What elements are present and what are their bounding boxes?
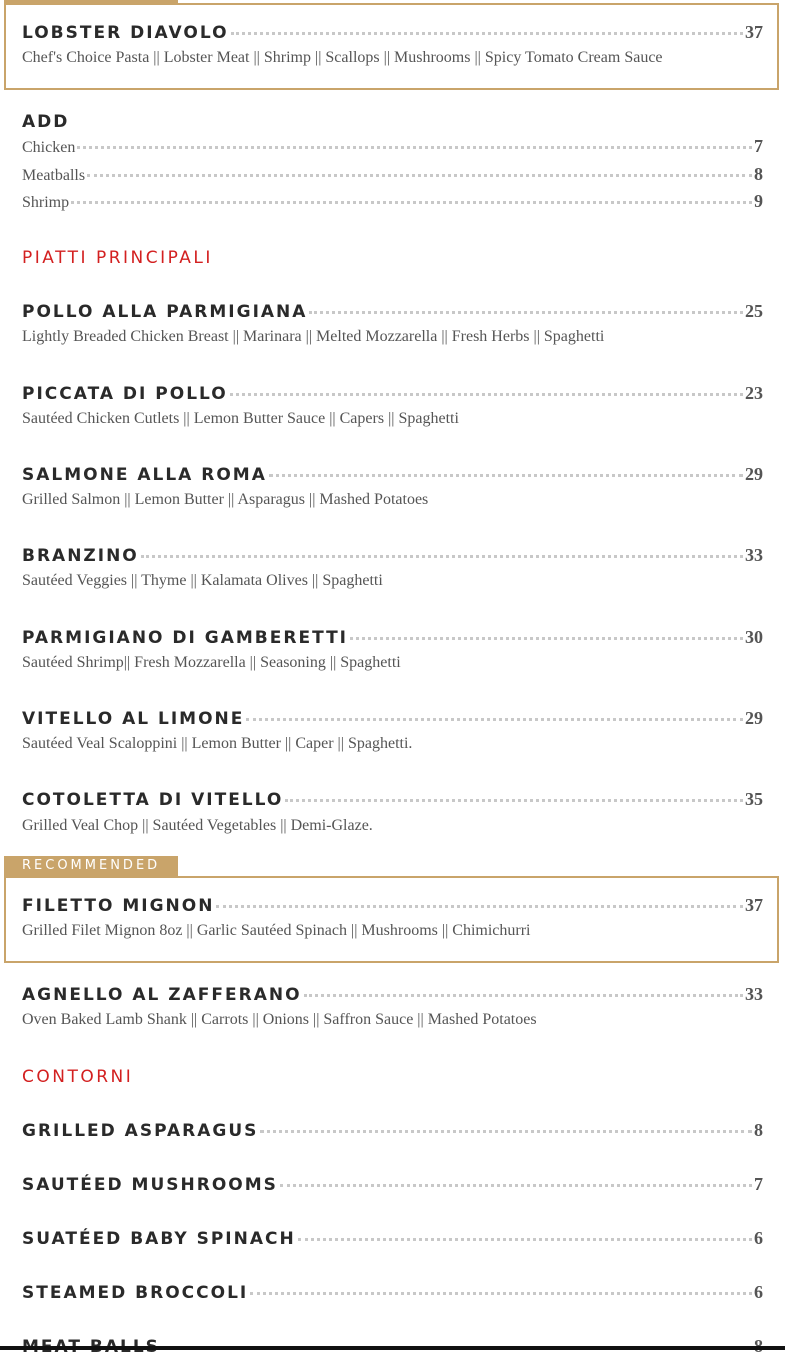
menu-item-recommended <box>22 895 763 916</box>
item-description: Grilled Veal Chop || Sautéed Vegetables || Demi-Glaze. <box>22 817 373 834</box>
menu-item <box>22 789 763 810</box>
item-description: Grilled Filet Mignon 8oz || Garlic Sautéed Spinach || Mushrooms || Chimichurri <box>22 922 531 939</box>
item-price: 35 <box>745 789 763 809</box>
item-name: STEAMED BROCCOLI <box>22 1283 249 1303</box>
item-name: FILETTO MIGNON <box>22 896 215 916</box>
side-item <box>22 1228 763 1249</box>
add-item-meatballs <box>22 164 763 185</box>
item-name: LOBSTER DIAVOLO <box>22 23 229 43</box>
dot-leader <box>71 201 752 204</box>
bottom-border <box>0 1346 785 1350</box>
item-name: BRANZINO <box>22 546 139 566</box>
recommended-box <box>4 876 779 963</box>
item-name: SUATÉED BABY SPINACH <box>22 1229 296 1249</box>
dot-leader <box>216 905 743 908</box>
item-description: Sautéed Chicken Cutlets || Lemon Butter Sauce || Capers || Spaghetti <box>22 410 459 427</box>
item-price: 37 <box>745 895 763 915</box>
menu-item <box>22 708 763 729</box>
side-item <box>22 1282 763 1303</box>
item-description: Sautéed Shrimp|| Fresh Mozzarella || Seasoning || Spaghetti <box>22 654 401 671</box>
side-item <box>22 1174 763 1195</box>
side-item <box>22 1120 763 1141</box>
item-price: 37 <box>745 22 763 42</box>
add-item-name: Chicken <box>22 139 76 156</box>
dot-leader <box>230 393 743 396</box>
dot-leader <box>260 1130 752 1133</box>
item-name: VITELLO AL LIMONE <box>22 709 245 729</box>
item-price: 29 <box>745 708 763 728</box>
item-name: POLLO ALLA PARMIGIANA <box>22 302 308 322</box>
item-name: PARMIGIANO DI GAMBERETTI <box>22 628 348 648</box>
menu-item <box>22 464 763 485</box>
item-price: 8 <box>754 1120 763 1140</box>
add-item-shrimp <box>22 191 763 212</box>
add-item-name: Meatballs <box>22 167 86 184</box>
dot-leader <box>350 637 743 640</box>
item-description: Sautéed Veal Scaloppini || Lemon Butter || Caper || Spaghetti. <box>22 735 413 752</box>
dot-leader <box>87 174 752 177</box>
menu-item <box>22 301 763 322</box>
item-price: 25 <box>745 301 763 321</box>
item-name: SALMONE ALLA ROMA <box>22 465 267 485</box>
item-description: Sautéed Veggies || Thyme || Kalamata Olives || Spaghetti <box>22 572 383 589</box>
item-description: Chef's Choice Pasta || Lobster Meat || Shrimp || Scallops || Mushrooms || Spicy Tomato Cream Sauce <box>22 49 663 66</box>
item-name: COTOLETTA DI VITELLO <box>22 790 284 810</box>
item-description: Oven Baked Lamb Shank || Carrots || Onions || Saffron Sauce || Mashed Potatoes <box>22 1011 537 1028</box>
dot-leader <box>298 1238 752 1241</box>
recommended-tab: RECOMMENDED <box>4 856 178 876</box>
dot-leader <box>231 32 743 35</box>
section-title-contorni: CONTORNI <box>22 1067 134 1087</box>
item-name: SAUTÉED MUSHROOMS <box>22 1175 278 1195</box>
item-price: 6 <box>754 1282 763 1302</box>
menu-item <box>22 627 763 648</box>
dot-leader <box>309 311 743 314</box>
dot-leader <box>141 555 743 558</box>
item-description: Grilled Salmon || Lemon Butter || Asparagus || Mashed Potatoes <box>22 491 429 508</box>
add-item-chicken <box>22 136 763 157</box>
featured-box <box>4 3 779 90</box>
menu-item <box>22 984 763 1005</box>
dot-leader <box>77 146 752 149</box>
menu-item <box>22 545 763 566</box>
item-price: 33 <box>745 984 763 1004</box>
dot-leader <box>280 1184 752 1187</box>
dot-leader <box>246 718 743 721</box>
section-title-piatti: PIATTI PRINCIPALI <box>22 248 213 268</box>
add-item-price: 7 <box>754 136 763 156</box>
dot-leader <box>250 1292 752 1295</box>
item-price: 29 <box>745 464 763 484</box>
item-price: 23 <box>745 383 763 403</box>
menu-item-lobster-diavolo <box>22 22 763 43</box>
item-price: 6 <box>754 1228 763 1248</box>
add-item-price: 8 <box>754 164 763 184</box>
item-name: PICCATA DI POLLO <box>22 384 228 404</box>
menu-item <box>22 383 763 404</box>
item-price: 33 <box>745 545 763 565</box>
item-price: 7 <box>754 1174 763 1194</box>
add-title: ADD <box>22 112 70 132</box>
add-item-price: 9 <box>754 191 763 211</box>
add-item-name: Shrimp <box>22 194 70 211</box>
dot-leader <box>269 474 743 477</box>
item-price: 30 <box>745 627 763 647</box>
item-description: Lightly Breaded Chicken Breast || Marinara || Melted Mozzarella || Fresh Herbs || Spaghetti <box>22 328 605 345</box>
item-name: AGNELLO AL ZAFFERANO <box>22 985 302 1005</box>
dot-leader <box>304 994 743 997</box>
item-name: GRILLED ASPARAGUS <box>22 1121 259 1141</box>
dot-leader <box>285 799 743 802</box>
